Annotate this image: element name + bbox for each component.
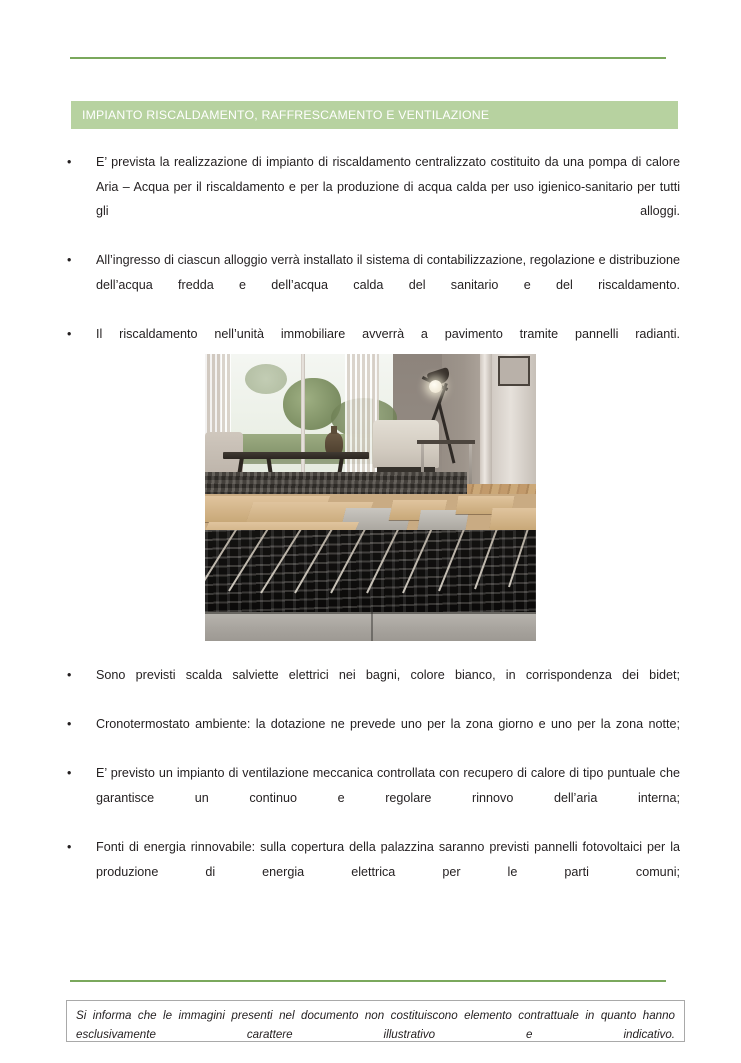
photo-wall-picture-frame — [498, 356, 530, 386]
section-heading-band — [71, 101, 678, 129]
list-item — [62, 712, 680, 761]
photo-armchair — [373, 420, 439, 468]
photo-door-frame — [480, 354, 492, 496]
photo-scene — [205, 354, 536, 641]
list-item — [62, 150, 680, 248]
bullet-list-top — [62, 150, 680, 371]
photo-lamp-bulb — [429, 380, 442, 393]
bullet-text: E’ previsto un impianto di ventilazione meccanica controllata con recupero di calore di tipo puntuale che garantisce un continuo e regolare rinnovo dell’aria interna; — [96, 766, 680, 805]
photo-coffee-table — [223, 452, 369, 459]
photo-interior-room — [205, 354, 536, 506]
bottom-divider-rule — [70, 980, 666, 982]
photo-side-table-leg — [469, 444, 472, 488]
photo-foliage — [245, 364, 287, 394]
photo-side-table-top — [417, 440, 475, 444]
list-item — [62, 248, 680, 322]
list-item — [62, 761, 680, 835]
list-item — [62, 835, 680, 909]
top-divider-rule — [70, 57, 666, 59]
bullet-text: All’ingresso di ciascun alloggio verrà installato il sistema di contabilizzazione, regolazione e distribuzione dell’acqua fredda e dell’acqua calda del sanitario e del riscaldamento. — [96, 253, 680, 292]
bullet-marker-icon: • — [67, 155, 72, 169]
list-item — [62, 663, 680, 712]
photo-screed-base — [205, 612, 536, 641]
photo-radiant-panel-field — [205, 530, 536, 612]
bullet-marker-icon: • — [67, 327, 72, 342]
section-heading-text: IMPIANTO RISCALDAMENTO, RAFFRESCAMENTO E VENTILAZIONE — [82, 108, 490, 122]
bullet-marker-icon: • — [67, 766, 72, 781]
bullet-marker-icon: • — [67, 717, 72, 732]
disclaimer-box — [66, 1000, 685, 1042]
bullet-text: Sono previsti scalda salviette elettrici nei bagni, colore bianco, in corrispondenza dei bidet; — [96, 668, 680, 682]
bullet-marker-icon: • — [67, 840, 72, 855]
bullet-list-bottom — [62, 663, 680, 909]
bullet-marker-icon: • — [67, 253, 72, 268]
photo-plank — [489, 508, 536, 530]
bullet-text: Fonti di energia rinnovabile: sulla copertura della palazzina saranno previsti pannelli fotovoltaici per la produzione di energia elettrica per le parti comuni; — [96, 840, 680, 879]
figure-radiant-floor-photo — [205, 354, 536, 641]
disclaimer-text: Si informa che le immagini presenti nel documento non costituiscono elemento contrattuale in quanto hanno esclusivamente carattere illustrativo e indicativo. — [76, 1009, 675, 1041]
bullet-text: Il riscaldamento nell’unità immobiliare avverrà a pavimento tramite pannelli radianti. — [96, 327, 680, 342]
bullet-marker-icon: • — [67, 668, 72, 682]
photo-panel-studs — [205, 530, 536, 612]
bullet-text: Cronotermostato ambiente: la dotazione ne prevede uno per la zona giorno e uno per la zona notte; — [96, 717, 680, 732]
bullet-text: E’ prevista la realizzazione di impianto di riscaldamento centralizzato costituito da una pompa di calore Aria – Acqua per il riscaldamento e per la produzione di acqua calda per uso igienico-sanitario per tutti gli alloggi. — [96, 155, 680, 219]
